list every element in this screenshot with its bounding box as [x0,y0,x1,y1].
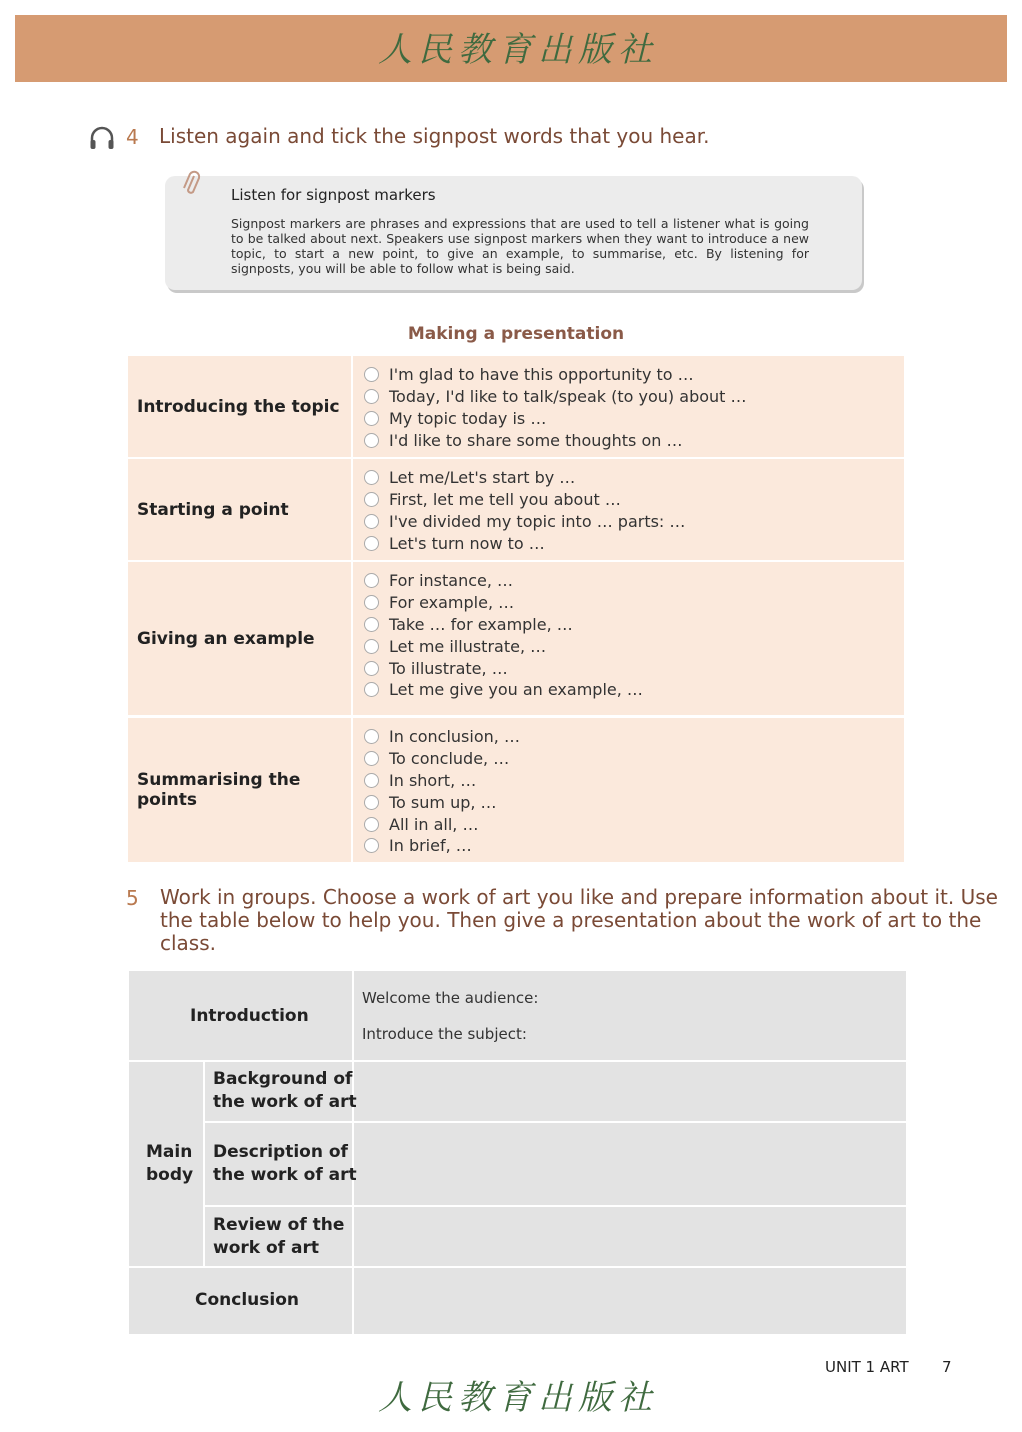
divider [129,1060,906,1062]
question-5-number: 5 [126,886,139,910]
conclusion-label: Conclusion [195,1290,299,1310]
divider [203,1121,906,1123]
review-label: Review of the work of art [213,1215,345,1258]
radio-circle-icon[interactable] [364,617,379,632]
option-item[interactable]: I'm glad to have this opportunity to … [364,364,747,386]
option-item[interactable]: In short, … [364,770,520,792]
question-5-instruction: Work in groups. Choose a work of art you like and prepare information about it. Use the table below to help you. Then give a presentation about the work of art to the class. [160,885,998,955]
option-item[interactable]: To illustrate, … [364,657,643,679]
question-4-number: 4 [126,125,139,149]
subject-prompt: Introduce the subject: [362,1025,527,1043]
radio-circle-icon[interactable] [364,536,379,551]
radio-circle-icon[interactable] [364,367,379,382]
row-label: Summarising the points [128,718,353,862]
radio-circle-icon[interactable] [364,389,379,404]
table-row [128,459,904,560]
radio-circle-icon[interactable] [364,514,379,529]
radio-circle-icon[interactable] [364,817,379,832]
row-label: Starting a point [128,459,353,560]
table-row [128,562,904,715]
option-item[interactable]: Let me/Let's start by … [364,467,685,489]
page-number: 7 [942,1358,952,1376]
radio-circle-icon[interactable] [364,573,379,588]
option-item[interactable]: For instance, … [364,570,643,592]
divider [129,1266,906,1268]
row-label: Giving an example [128,562,353,715]
option-item[interactable]: Today, I'd like to talk/speak (to you) about … [364,386,747,408]
option-item[interactable]: My topic today is … [364,408,747,430]
background-label: Background of the work of art [213,1069,357,1112]
radio-circle-icon[interactable] [364,411,379,426]
radio-circle-icon[interactable] [364,773,379,788]
option-item[interactable]: To conclude, … [364,748,520,770]
option-item[interactable]: Let me give you an example, … [364,679,643,701]
table-title: Making a presentation [407,324,625,344]
introduction-label: Introduction [190,1006,309,1026]
radio-circle-icon[interactable] [364,682,379,697]
publisher-logo-top: 人民教育出版社 [378,30,658,70]
unit-label: UNIT 1 ART [825,1358,909,1376]
radio-circle-icon[interactable] [364,751,379,766]
headphones-icon [88,124,116,152]
option-item[interactable]: I'd like to share some thoughts on … [364,429,747,451]
option-item[interactable]: For example, … [364,592,643,614]
welcome-prompt: Welcome the audience: [362,989,539,1007]
table-row [128,356,904,457]
radio-circle-icon[interactable] [364,795,379,810]
option-item[interactable]: Take … for example, … [364,614,643,636]
radio-circle-icon[interactable] [364,838,379,853]
option-item[interactable]: Let's turn now to … [364,532,685,554]
option-item[interactable]: I've divided my topic into … parts: … [364,511,685,533]
tip-title: Listen for signpost markers [231,186,436,204]
option-item[interactable]: Let me illustrate, … [364,635,643,657]
description-label: Description of the work of art [213,1142,357,1185]
radio-circle-icon[interactable] [364,492,379,507]
row-label: Introducing the topic [128,356,353,457]
option-item[interactable]: First, let me tell you about … [364,489,685,511]
tip-body: Signpost markers are phrases and expressions that are used to tell a listener what is going to be talked about next. Speakers use signpost markers when they want to introduce a new topic, to start a new point, to give an example, to summarise, etc. By listening for signposts, you will be able to follow what is being said. [231,216,809,276]
divider [203,1061,205,1267]
divider [203,1205,906,1207]
question-4-instruction: Listen again and tick the signpost words that you hear. [159,124,710,148]
option-item[interactable]: In conclusion, … [364,726,520,748]
radio-circle-icon[interactable] [364,661,379,676]
paperclip-icon [180,170,202,200]
option-item[interactable]: In brief, … [364,835,520,857]
main-body-label: Main body [146,1142,194,1185]
radio-circle-icon[interactable] [364,433,379,448]
table-row [128,718,904,862]
publisher-logo-bottom: 人民教育出版社 [378,1378,658,1418]
radio-circle-icon[interactable] [364,470,379,485]
option-item[interactable]: All in all, … [364,813,520,835]
radio-circle-icon[interactable] [364,595,379,610]
radio-circle-icon[interactable] [364,729,379,744]
radio-circle-icon[interactable] [364,639,379,654]
option-item[interactable]: To sum up, … [364,791,520,813]
